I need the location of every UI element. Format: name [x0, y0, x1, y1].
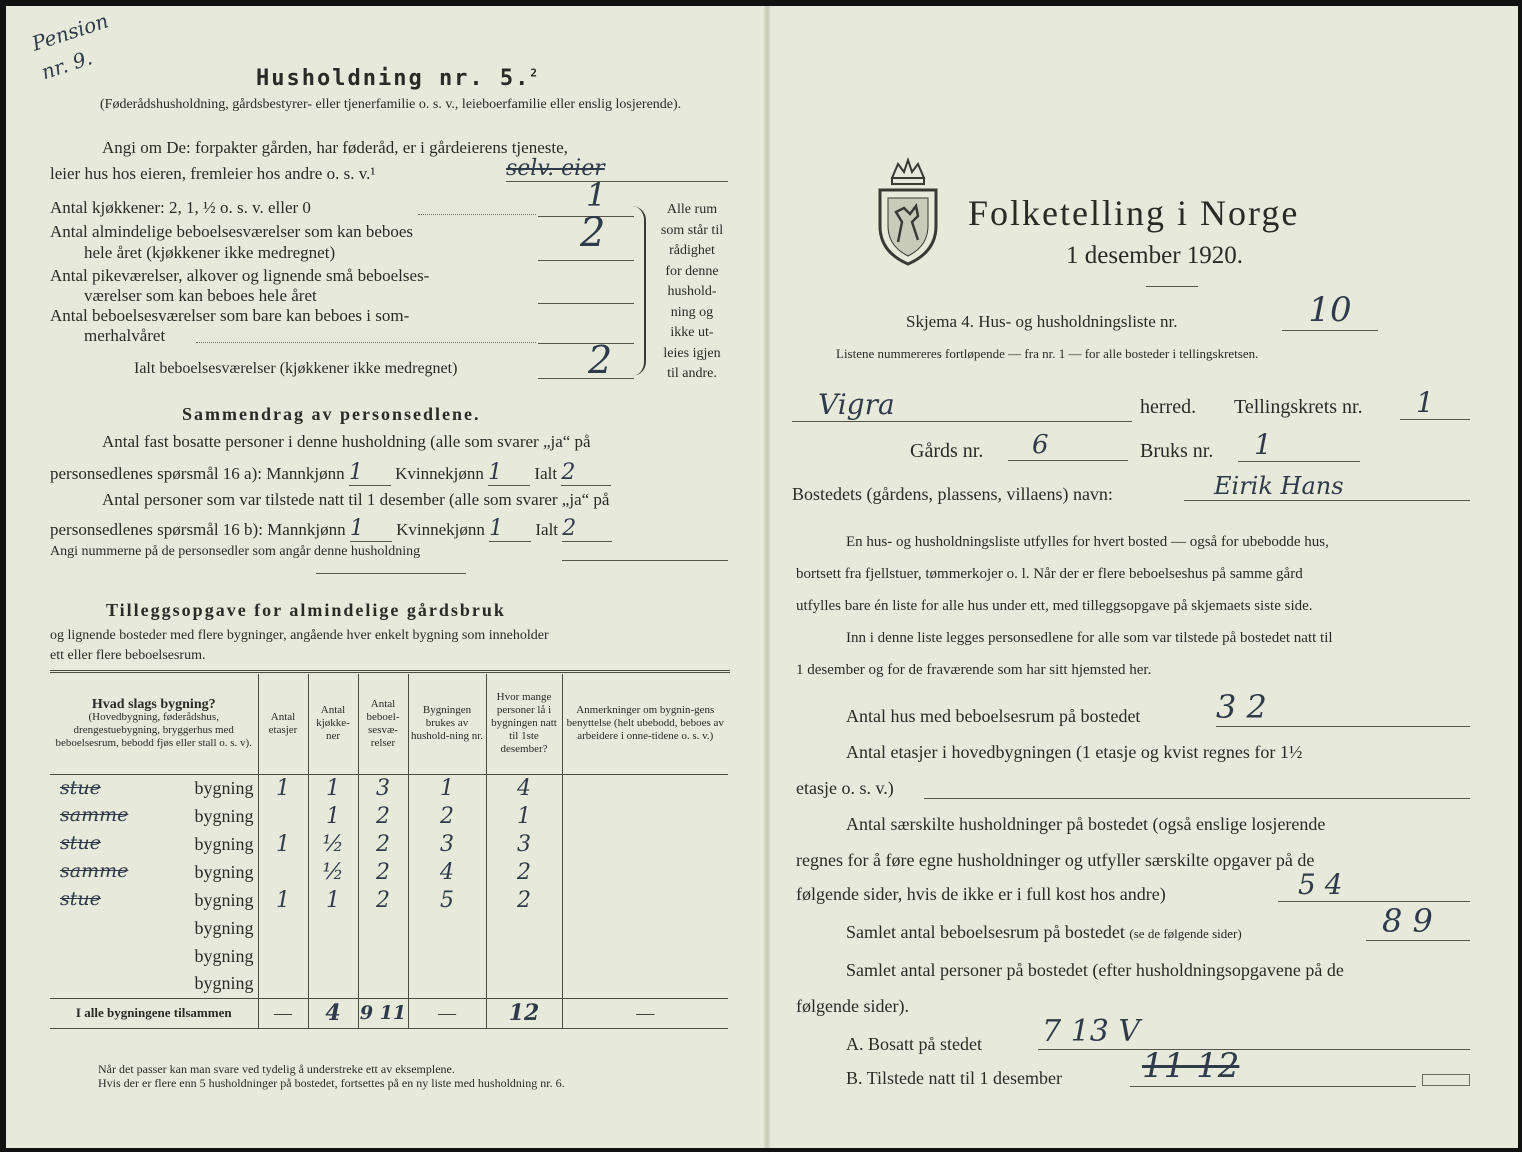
instructions-2b: 1 desember og for de fraværende som har sitt hjemsted her. [796, 662, 1152, 678]
summer-rooms-label-2: merhalvåret [84, 326, 166, 345]
angi-line-2: leier hus hos eieren, fremleier hos andre o. s. v.¹ [50, 164, 376, 183]
rooms-label-2: hele året (kjøkkener ikke medregnet) [84, 243, 336, 262]
summary1-line1: Antal fast bosatte personer i denne husholdning (alle som svarer „ja“ på [102, 432, 591, 451]
census-title: Folketelling i Norge [968, 193, 1300, 233]
total-persons-label-1: Samlet antal personer på bostedet (efter husholdningsopgavene på de [846, 960, 1344, 980]
footnote-1: Når det passer kan man svare ved tydelig å understreke ett av eksemplene. [98, 1062, 455, 1076]
buildings-table [50, 674, 728, 1029]
census-form-sheet [6, 6, 1518, 1148]
floors-label-2: etasje o. s. v.) [796, 778, 894, 798]
printer-stamp [1422, 1074, 1470, 1086]
total-rooms-value: 2 [588, 338, 613, 382]
summary2-line1: Antal personer som var tilstede natt til 1 desember (alle som svarer „ja“ på [102, 490, 610, 509]
col-persons: Hvor mange personer lå i bygningen natt til 1ste desember? [486, 674, 562, 774]
total-rooms-dwelling-label: Samlet antal beboelsesrum på bostedet (se de følgende sider) [846, 922, 1242, 942]
brace [632, 206, 646, 376]
present-value: 11 12 [1130, 1046, 1416, 1087]
col-remarks: Anmerkninger om bygnin-gens benyttelse (helt ubebodd, beboes av arbeidere i onne-tidene o. s. v.) [562, 674, 728, 774]
rooms-label-1: Antal almindelige beboelsesværelser som kan beboes [50, 222, 414, 241]
rooms-value: 2 [580, 210, 606, 256]
person-numbers-label: Angi nummerne på de personsedler som angår denne husholdning [50, 544, 421, 559]
col-household-nr: Bygningen brukes av hushold-ning nr. [408, 674, 486, 774]
census-date: 1 desember 1920. [1066, 242, 1244, 269]
instructions-2a: Inn i denne liste legges personsedlene for alle som var tilstede på bostedet natt til [846, 630, 1333, 646]
resident-value: 7 13 V [1038, 1014, 1470, 1050]
municipality-value: Vigra [792, 388, 1132, 422]
farm-nr-value: 6 [1008, 430, 1128, 461]
dwelling-name-label: Bostedets (gårdens, plassens, villaens) navn: [792, 484, 1113, 504]
present-label: B. Tilstede natt til 1 desember [846, 1068, 1062, 1088]
houses-value: 3 2 [1216, 688, 1470, 727]
small-rooms-label-2: værelser som kan beboes hele året [84, 286, 317, 305]
page-fold [764, 6, 770, 1148]
person-numbers-line [562, 560, 728, 561]
supplement-desc-1: og lignende bosteder med flere bygninger, angående hver enkelt bygning som inneholder [50, 628, 549, 643]
households-value: 5 4 [1278, 868, 1470, 902]
summer-rooms-line [538, 343, 634, 344]
table-row: stue bygning 1 1 2 5 2 [50, 886, 728, 914]
total-rooms-dwelling-value: 8 9 [1366, 902, 1470, 941]
col-building-type: Hvad slags bygning? (Hovedbygning, føderådshus, drengestuebygning, bryggerhus med beboelsesrum, bebodd fjøs eller stall o. s. v). [50, 674, 258, 774]
footnote-2: Hvis der er flere enn 5 husholdninger på bostedet, fortsettes på en ny liste med husholdning nr. 6. [98, 1076, 565, 1090]
col-floors: Antal etasjer [258, 674, 308, 774]
summary1-female: 1 [488, 460, 530, 486]
col-rooms: Antal beboel-sesvæ-relser [358, 674, 408, 774]
households-label-1: Antal særskilte husholdninger på bostedet (også enslige losjerende [846, 814, 1326, 834]
table-row: bygning [50, 942, 728, 970]
angi-line-1: Angi om De: forpakter gården, har føderåd, er i gårdeierens tjeneste, [102, 138, 568, 157]
summary1-line2: personsedlenes spørsmål 16 a): Mannkjønn 1 Kvinnekjønn 1 Ialt 2 [50, 460, 611, 486]
side-note: Alle rum som står til rådighet for denne hushold- ning og ikke ut- leies igjen til andre. [660, 202, 724, 381]
table-top-rule [50, 670, 730, 673]
floors-line [924, 798, 1470, 799]
table-row: stue bygning 1 1 3 1 4 [50, 774, 728, 802]
instructions-1c: utfylles bare én liste for alle hus under ett, med tilleggsopgave på skjemaets siste side. [796, 598, 1313, 614]
table-row: bygning [50, 970, 728, 998]
table-row: samme bygning ½ 2 4 2 [50, 858, 728, 886]
kitchens-value: 1 [586, 176, 607, 214]
summary1-male: 1 [349, 460, 391, 486]
angi-answer: selv. eier [506, 156, 728, 182]
section-divider [316, 573, 466, 574]
margin-note: Pension nr. 9. [28, 8, 112, 85]
total-rooms-line [538, 378, 634, 379]
table-row: samme bygning 1 2 2 1 [50, 802, 728, 830]
summary2-total: 2 [562, 516, 612, 542]
district-label: Tellingskrets nr. [1234, 396, 1363, 418]
kitchens-label: Antal kjøkkener: 2, 1, ½ o. s. v. eller 0 [50, 198, 311, 217]
total-persons-label-2: følgende sider). [796, 996, 909, 1016]
table-row: stue bygning 1 ½ 2 3 3 [50, 830, 728, 858]
rooms-line [538, 260, 634, 261]
summer-rooms-label-1: Antal beboelsesværelser som bare kan beboes i som- [50, 306, 410, 325]
supplement-desc-2: ett eller flere beboelsesrum. [50, 648, 206, 663]
col-kitchens: Antal kjøkke-ner [308, 674, 358, 774]
district-value: 1 [1400, 386, 1470, 420]
floors-label-1: Antal etasjer i hovedbygningen (1 etasje og kvist regnes for 1½ [846, 742, 1303, 762]
list-number: 10 [1282, 290, 1378, 331]
small-rooms-line [538, 303, 634, 304]
household-subtitle: (Føderådshusholdning, gårdsbestyrer- eller tjenerfamilie o. s. v., leieboerfamilie eller enslig losjerende). [100, 97, 682, 112]
holding-nr-label: Bruks nr. [1140, 440, 1214, 462]
small-rooms-label-1: Antal pikeværelser, alkover og lignende små beboelses- [50, 266, 430, 285]
table-row: bygning [50, 914, 728, 942]
summary1-total: 2 [561, 460, 611, 486]
table-total-row: I alle bygningene tilsammen — 4 9 11 — 12 — [50, 998, 728, 1028]
summary2-line2: personsedlenes spørsmål 16 b): Mannkjønn 1 Kvinnekjønn 1 Ialt 2 [50, 516, 612, 542]
households-label-2: regnes for å føre egne husholdninger og utfyller særskilte opgaver på de [796, 850, 1315, 870]
instructions-1b: bortsett fra fjellstuer, tømmerkojer o. l. Når der er flere beboelseshus på samme gård [796, 566, 1303, 582]
resident-label: A. Bosatt på stedet [846, 1034, 982, 1054]
houses-label: Antal hus med beboelsesrum på bostedet [846, 706, 1141, 726]
norway-coat-of-arms-icon [872, 156, 944, 268]
title-divider [1146, 286, 1198, 287]
numbering-note: Listene nummereres fortløpende — fra nr. 1 — for alle bosteder i tellingskretsen. [836, 346, 1259, 361]
holding-nr-value: 1 [1238, 428, 1360, 462]
household-title: Husholdning nr. 5.$^2$ [256, 66, 540, 91]
municipality-label: herred. [1140, 396, 1197, 418]
summary2-female: 1 [489, 516, 531, 542]
dwelling-name-value: Eirik Hans [1184, 472, 1470, 501]
kitchens-dots [418, 214, 536, 215]
summer-dots [196, 342, 536, 343]
supplement-title: Tilleggsopgave for almindelige gårdsbruk [106, 600, 506, 620]
total-rooms-label: Ialt beboelsesværelser (kjøkkener ikke medregnet) [134, 360, 458, 377]
schema-label: Skjema 4. Hus- og husholdningsliste nr. [906, 312, 1178, 331]
summary-title: Sammendrag av personsedlene. [182, 404, 481, 424]
instructions-1a: En hus- og husholdningsliste utfylles for hvert bosted — også for ubebodde hus, [846, 534, 1329, 550]
farm-nr-label: Gårds nr. [910, 440, 984, 462]
summary2-male: 1 [350, 516, 392, 542]
households-label-3: følgende sider, hvis de ikke er i full kost hos andre) [796, 884, 1166, 904]
